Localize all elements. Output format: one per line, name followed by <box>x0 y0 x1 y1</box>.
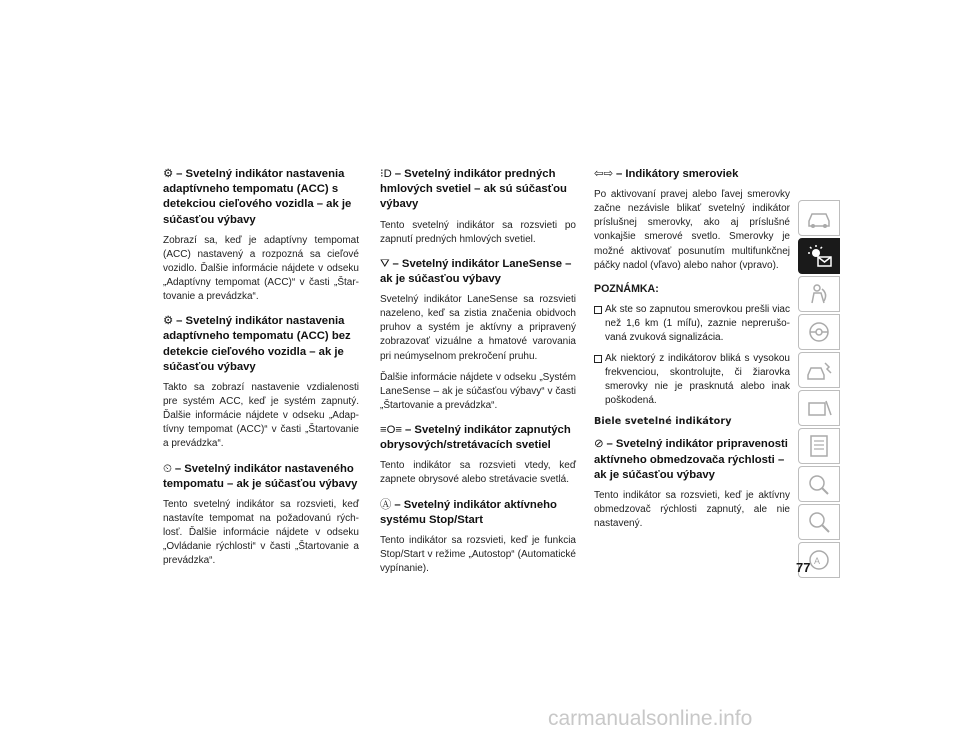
section-turn-signals <box>594 167 790 273</box>
tab-checklist[interactable] <box>798 428 840 464</box>
note-text: Ak niektorý z indikátorov bliká s vysokou frekvenciou, skontrolujte, či žiarovka smerovky nie je prasknutá alebo inak poškodená. <box>605 353 790 407</box>
crash-icon <box>804 357 834 383</box>
section-title-text: – Svetelný indikátor aktívneho systému Stop/Start <box>380 498 557 526</box>
section-paragraph: Po aktivovaní pravej alebo ľavej smerovky začne nezávisle blikať svetelný indikátor príslušnej smerovky, ako aj príslušné vonkajšie smerové svetlo. Smerovky je možné aktivovať posunutím multifunkčnej páčky nadol (vľavo) alebo nahor (vpravo). <box>594 189 790 271</box>
note-item <box>594 352 790 408</box>
checkbox-bullet-icon <box>594 306 602 314</box>
section-title-text: – Svetelný indikátor pripravenosti aktívneho obmedzovača rýchlosti – ak je súčasťou výbavy <box>594 438 788 481</box>
tab-service[interactable] <box>798 390 840 426</box>
tab-wrench[interactable] <box>798 466 840 502</box>
text-column-1 <box>163 167 359 578</box>
section-title <box>380 423 576 453</box>
section-paragraph: Zobrazí sa, keď je adaptívny tempomat (ACC) nastavený a rozpozná sa cieľové vozidlo. Ďalšie informácie nájdete v odseku „Adaptívny tempomat (ACC)“ v časti „Štar-tovanie a prevádzka“. <box>163 234 359 303</box>
section-title-text: – Svetelný indikátor zapnutých obrysových/stretávacích svetiel <box>380 423 571 452</box>
speed-limiter-icon: ⊘ <box>594 438 604 451</box>
note-item <box>594 303 790 345</box>
section-speed-limiter <box>594 437 790 531</box>
warning-light-icon <box>804 243 834 269</box>
section-paragraph: Tento svetelný indikátor sa rozsvieti po zapnutí predných hmlových svetiel. <box>380 219 576 245</box>
cruise-set-icon: ⏲ <box>163 462 172 475</box>
section-paragraph: Tento indikátor sa rozsvieti vtedy, keď zapnete obrysové alebo stretávacie svetlá. <box>380 460 576 486</box>
section-cruise-set <box>163 462 359 569</box>
tab-safety[interactable] <box>798 276 840 312</box>
safety-icon <box>804 281 834 307</box>
section-stop-start <box>380 498 576 577</box>
section-position-lights <box>380 423 576 488</box>
svg-text:A: A <box>814 556 821 566</box>
section-title <box>163 167 359 228</box>
steering-wheel-icon <box>804 319 834 345</box>
wrench-icon <box>804 471 834 497</box>
section-title <box>163 462 359 492</box>
tab-search[interactable] <box>798 504 840 540</box>
checkbox-bullet-icon <box>594 355 602 363</box>
section-lanesense <box>380 257 576 413</box>
section-title-text: – Svetelný indikátor nastavenia adaptívneho tempomatu (ACC) bez detekcie cieľového vozidla – ak je súčasťou výbavy <box>163 315 351 373</box>
car-service-icon <box>804 395 834 421</box>
lanesense-icon: ⛛ <box>380 257 390 270</box>
position-lights-icon: ≡O≡ <box>380 423 402 436</box>
section-paragraph: Ďalšie informácie nájdete v odseku „Systém LaneSense – ak je súčasťou výbavy“ v časti „Štartovanie a prevádzka“. <box>380 371 576 411</box>
checklist-icon <box>804 433 834 459</box>
section-paragraph: Tento indikátor sa rozsvieti, keď je aktívny obmedzovač rýchlosti zapnutý, ale nie nastavený. <box>594 490 790 530</box>
tab-crash[interactable] <box>798 352 840 388</box>
section-front-fog <box>380 167 576 247</box>
acc-target-icon: ⚙ <box>163 168 174 180</box>
section-paragraph: Takto sa zobrazí nastavenie vzdialenosti pre systém ACC, keď je systém zapnutý. Ďalšie informácie nájdete v odseku „Adap-tívny tempomat (ACC)“ v časti „Štartovanie a prevádzka“. <box>163 382 359 450</box>
section-acc-with-target <box>163 167 359 304</box>
watermark[interactable]: carmanualsonline.info <box>548 707 753 730</box>
chapter-tabs <box>798 200 842 580</box>
section-title-text: – Indikátory smeroviek <box>615 168 739 180</box>
tab-car-front[interactable] <box>798 200 840 236</box>
section-title <box>380 167 576 213</box>
section-title <box>380 257 576 287</box>
section-title-text: – Svetelný indikátor nastavenia adaptívneho tempomatu (ACC) s detekciou cieľového vozidla – ak je súčasťou výbavy <box>163 168 352 226</box>
page-number: 77 <box>796 560 811 575</box>
section-title <box>594 167 790 182</box>
note-title: POZNÁMKA: <box>594 282 659 295</box>
section-title-text: – Svetelný indikátor nastaveného tempomatu – ak je súčasťou výbavy <box>163 462 358 490</box>
section-title-text: – Svetelný indikátor predných hmlových svetiel – ak sú súčasťou výbavy <box>380 168 567 211</box>
tab-steering[interactable] <box>798 314 840 350</box>
car-front-icon <box>804 205 834 231</box>
section-title-text: – Svetelný indikátor LaneSense – ak je súčasťou výbavy <box>380 257 572 285</box>
note-text: Ak ste so zapnutou smerovkou prešli viac než 1,6 km (1 míľu), zaznie neprerušo-vaná zvuková signalizácia. <box>605 303 790 343</box>
section-paragraph: Svetelný indikátor LaneSense sa rozsvieti nazeleno, keď sa zistia značenia obidvoch pruhov a systém je aktívny a pripravený zobrazovať vizuálne a hmatové varovania pri neúmyselnom prekročení pruhu. <box>380 294 576 362</box>
magnifier-icon <box>804 509 834 535</box>
section-acc-no-target <box>163 314 359 451</box>
section-title <box>380 498 576 528</box>
text-column-3 <box>594 167 790 541</box>
tab-warning-lights[interactable] <box>798 238 840 274</box>
front-fog-icon: ⁝D <box>380 168 392 180</box>
subheading: Biele svetelné indikátory <box>594 416 732 428</box>
section-title <box>163 314 359 375</box>
section-paragraph: Tento svetelný indikátor sa rozsvieti, keď nastavíte tempomat na požadovanú rých-losť. Ďalšie informácie nájdete v odseku „Ovládanie rýchlosti“ v časti „Štartovanie a prevádzka“. <box>163 498 359 567</box>
stop-start-icon: Ⓐ <box>380 498 392 511</box>
note-list <box>594 303 790 409</box>
section-paragraph: Tento indikátor sa rozsvieti, keď je funkcia Stop/Start v režime „Autostop“ (Automatické vypínanie). <box>380 534 576 575</box>
acc-no-target-icon: ⚙ <box>163 315 174 328</box>
section-title <box>594 437 790 483</box>
text-column-2 <box>380 167 576 586</box>
turn-signal-icon: ⇦⇨ <box>594 168 613 180</box>
